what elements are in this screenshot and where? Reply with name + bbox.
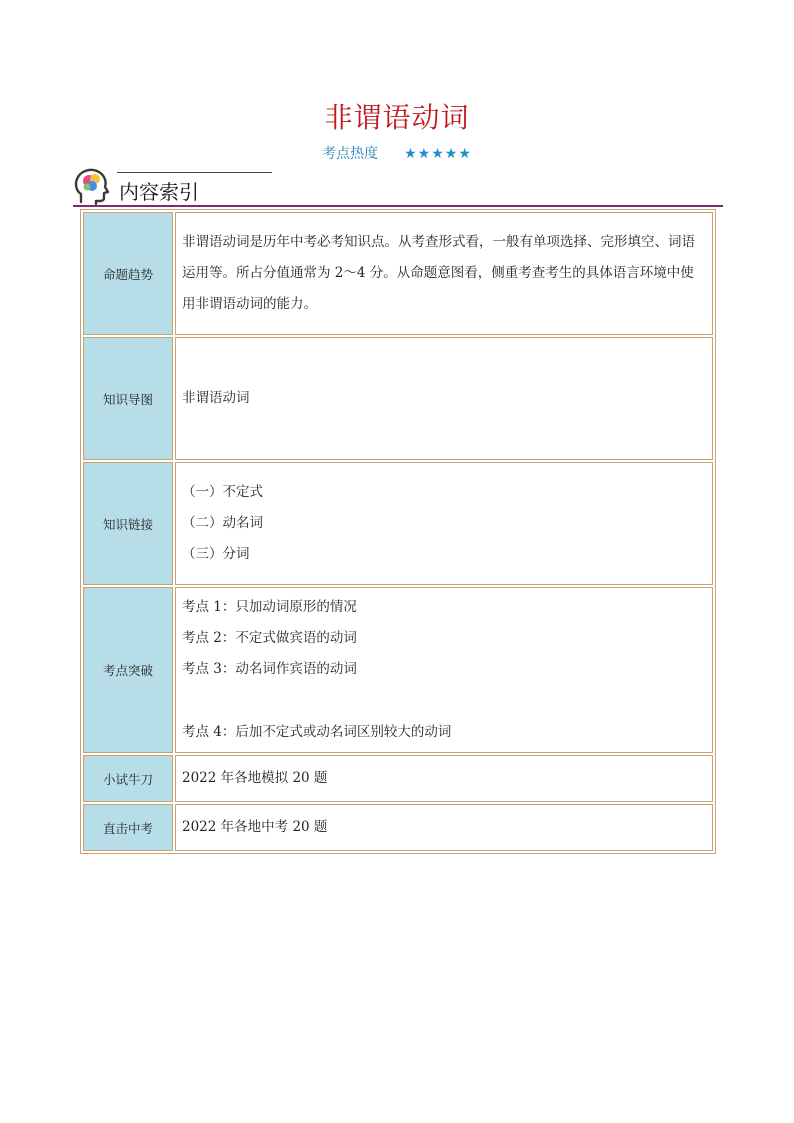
content-line: 2022 年各地模拟 20 题 xyxy=(182,770,328,786)
table-row xyxy=(83,804,713,851)
content-line: 非谓语动词是历年中考必考知识点。从考查形式看，一般有单项选择、完形填空、词语 xyxy=(182,234,695,250)
content-line: 用非谓语动词的能力。 xyxy=(182,296,317,312)
content-line: 考点 2：不定式做宾语的动词 xyxy=(182,630,357,646)
row-label: 命题趋势 xyxy=(83,212,173,335)
section-title: 内容索引 xyxy=(119,180,199,204)
row-content xyxy=(175,804,713,851)
section-overline xyxy=(117,172,272,173)
row-label: 知识导图 xyxy=(83,337,173,460)
content-line: （一）不定式 xyxy=(182,484,263,500)
content-line: （二）动名词 xyxy=(182,515,263,531)
heat-rating xyxy=(0,143,794,163)
row-content xyxy=(175,587,713,753)
row-content xyxy=(175,755,713,802)
heat-label: 考点热度 xyxy=(322,146,379,162)
row-label: 知识链接 xyxy=(83,462,173,585)
table-row xyxy=(83,337,713,460)
table-row xyxy=(83,587,713,753)
section-header xyxy=(73,166,723,210)
row-label: 考点突破 xyxy=(83,587,173,753)
content-line: 2022 年各地中考 20 题 xyxy=(182,819,328,835)
table-row xyxy=(83,212,713,335)
content-line: 考点 4：后加不定式或动名词区别较大的动词 xyxy=(182,724,452,740)
row-content xyxy=(175,462,713,585)
content-line: 考点 1：只加动词原形的情况 xyxy=(182,599,357,615)
table-row xyxy=(83,755,713,802)
table-row xyxy=(83,462,713,585)
content-gap xyxy=(182,685,706,717)
content-line: 非谓语动词 xyxy=(182,390,250,406)
content-line: 运用等。所占分值通常为 2～4 分。从命题意图看，侧重考查考生的具体语言环境中使 xyxy=(182,265,694,281)
section-rule xyxy=(73,205,723,207)
row-label: 直击中考 xyxy=(83,804,173,851)
heat-stars: ★★★★★ xyxy=(404,146,472,162)
content-line: 考点 3：动名词作宾语的动词 xyxy=(182,661,357,677)
head-brain-icon xyxy=(73,166,111,206)
row-content xyxy=(175,212,713,335)
row-content xyxy=(175,337,713,460)
content-line: （三）分词 xyxy=(182,546,250,562)
row-label: 小试牛刀 xyxy=(83,755,173,802)
content-index-table xyxy=(80,209,716,854)
page-title: 非谓语动词 xyxy=(324,101,470,134)
